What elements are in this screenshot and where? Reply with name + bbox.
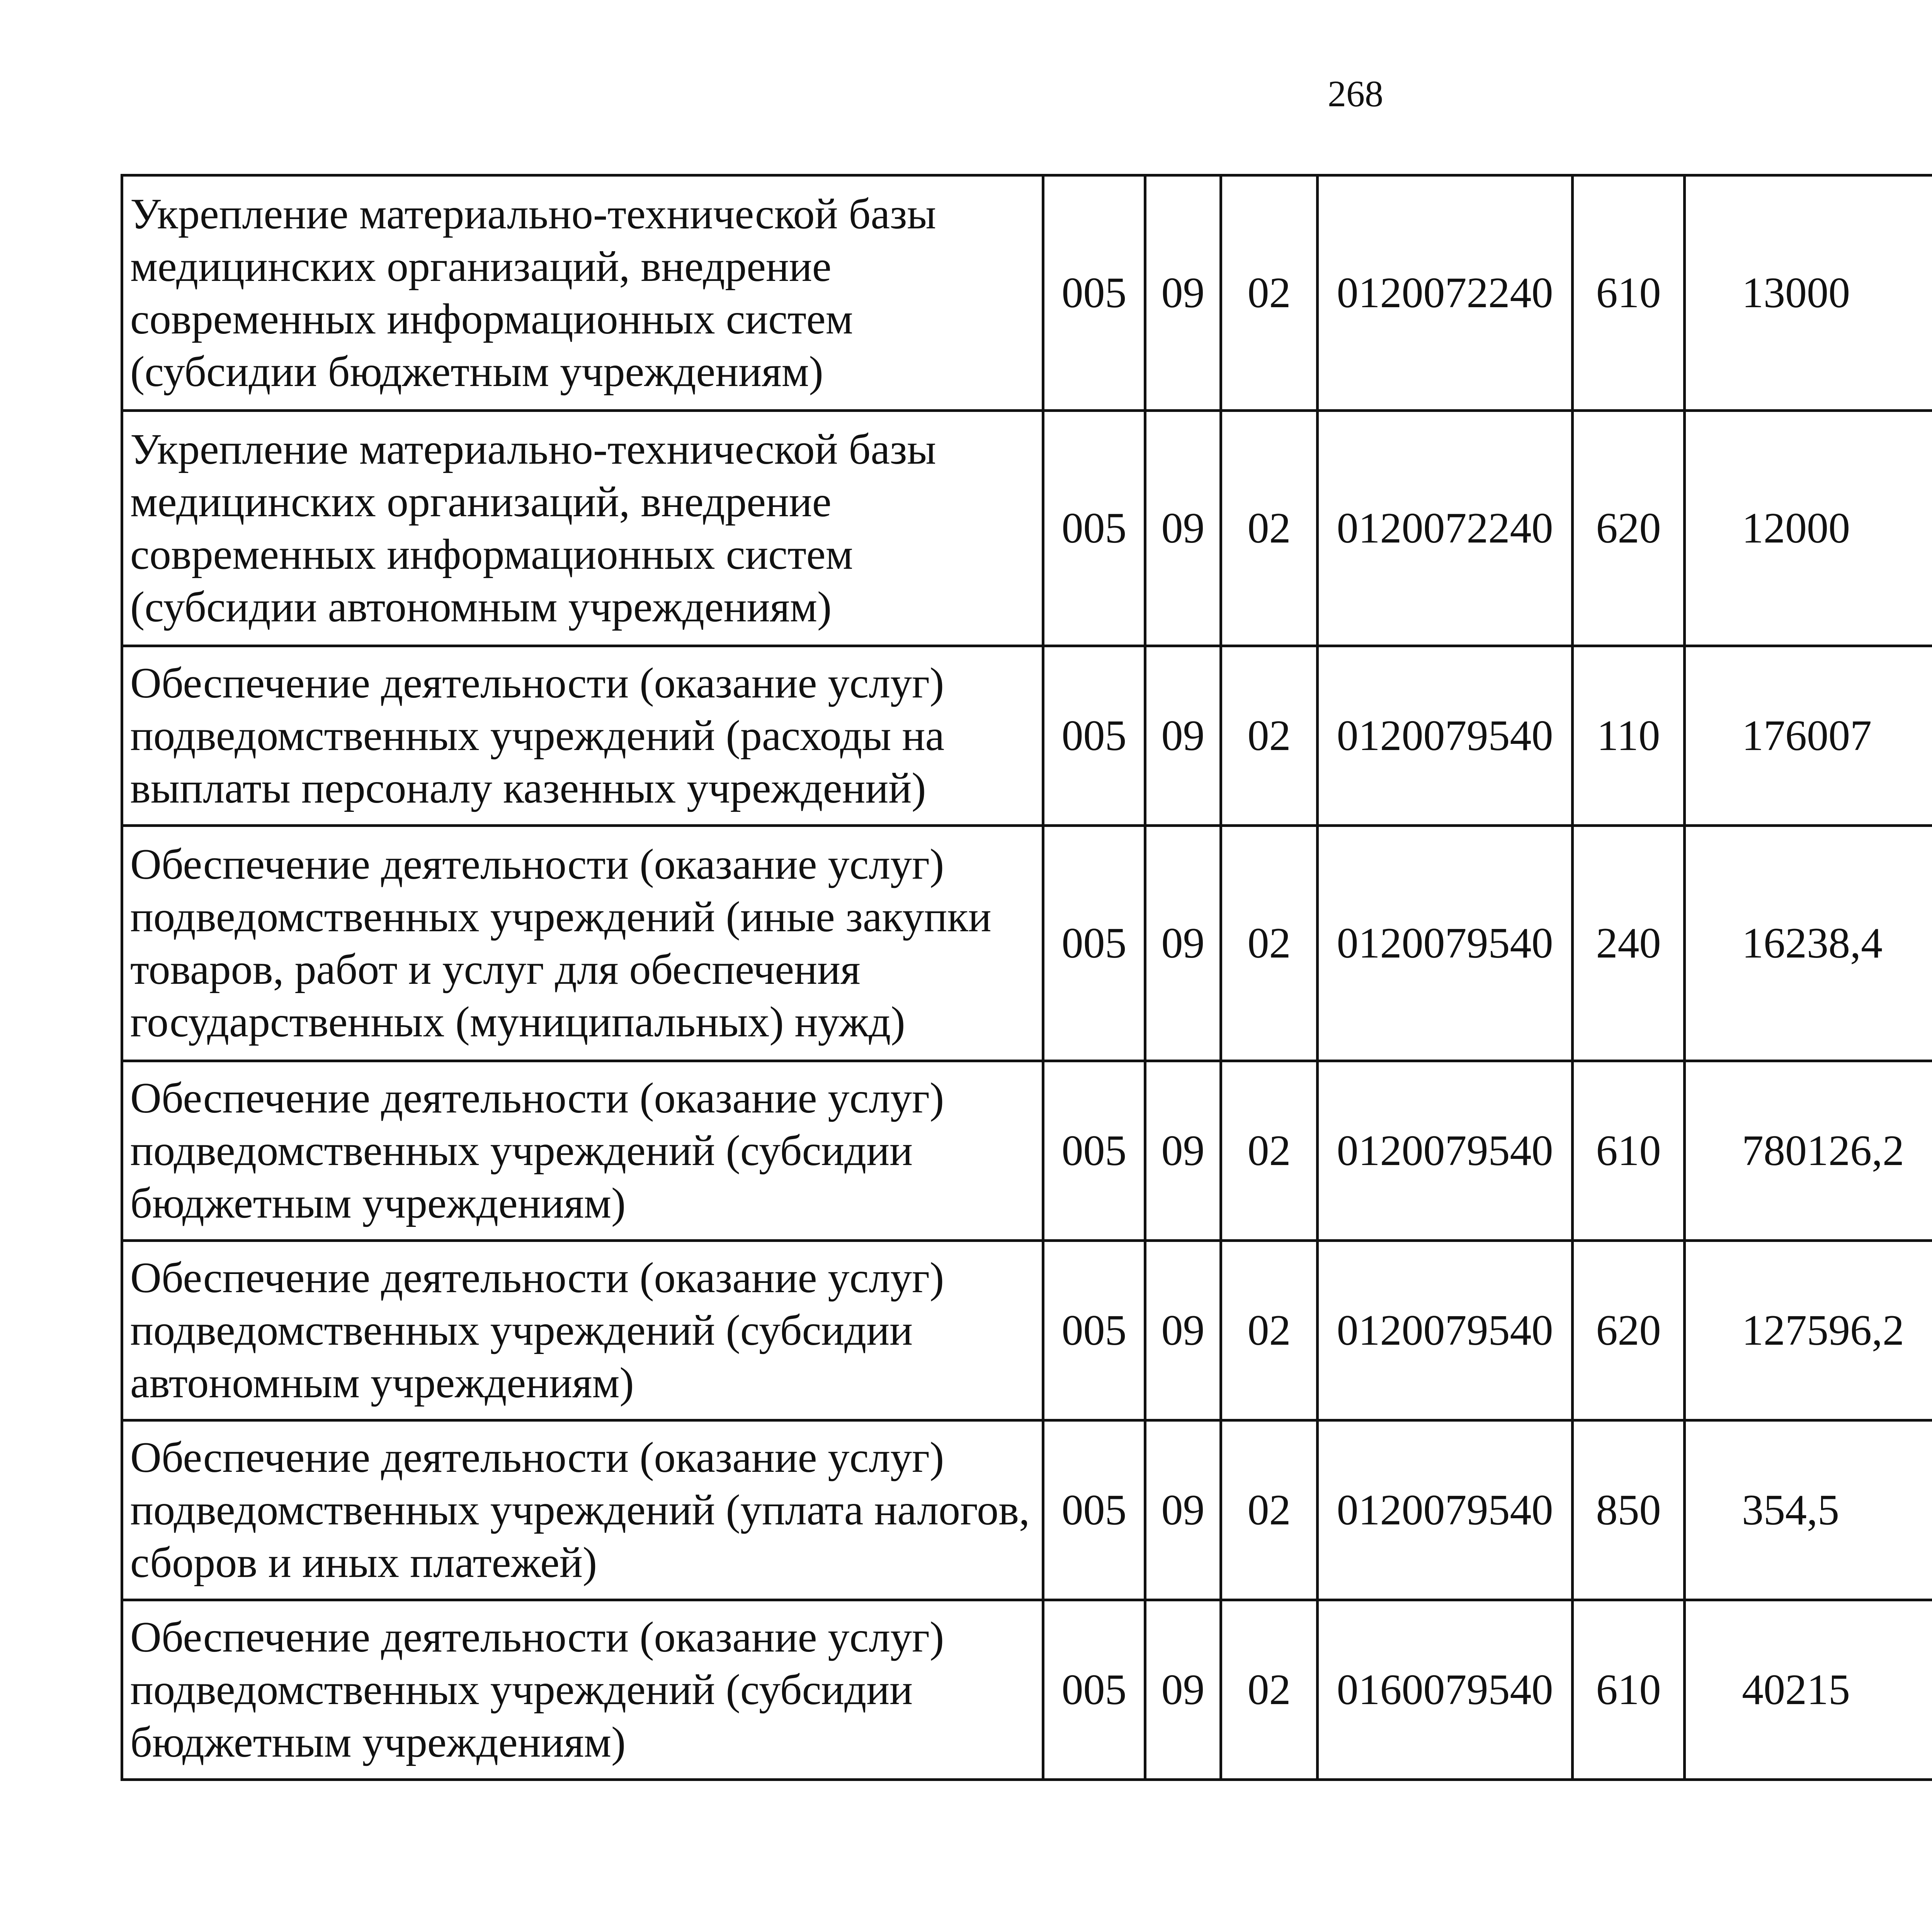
grbs-code: 005 — [1043, 175, 1145, 411]
grbs-code: 005 — [1043, 1241, 1145, 1420]
table-row — [122, 646, 1932, 826]
amount-year-1: 13000 — [1685, 175, 1932, 411]
subsection-code: 02 — [1221, 1420, 1318, 1600]
section-code: 09 — [1145, 411, 1221, 646]
section-code: 09 — [1145, 1420, 1221, 1600]
section-code: 09 — [1145, 826, 1221, 1061]
grbs-code: 005 — [1043, 411, 1145, 646]
target-article-code: 0120079540 — [1318, 1061, 1573, 1241]
row-description: Укрепление материально-технической базы медицинских организаций, внедрение современных информационных систем (субсидии автономным учреждениям) — [122, 411, 1043, 646]
table-row — [122, 1420, 1932, 1600]
table-row — [122, 1600, 1932, 1780]
section-code: 09 — [1145, 646, 1221, 826]
amount-year-1: 354,5 — [1685, 1420, 1932, 1600]
row-description: Укрепление материально-технической базы медицинских организаций, внедрение современных информационных систем (субсидии бюджетным учреждениям) — [122, 175, 1043, 411]
subsection-code: 02 — [1221, 646, 1318, 826]
row-description: Обеспечение деятельности (оказание услуг) подведомственных учреждений (расходы на выплаты персоналу казенных учреждений) — [122, 646, 1043, 826]
target-article-code: 0160079540 — [1318, 1600, 1573, 1780]
row-description: Обеспечение деятельности (оказание услуг) подведомственных учреждений (иные закупки товаров, работ и услуг для обеспечения государственных (муниципальных) нужд) — [122, 826, 1043, 1061]
expense-type-code: 620 — [1573, 1241, 1685, 1420]
target-article-code: 0120079540 — [1318, 1241, 1573, 1420]
grbs-code: 005 — [1043, 1600, 1145, 1780]
expense-type-code: 620 — [1573, 411, 1685, 646]
amount-year-1: 176007 — [1685, 646, 1932, 826]
grbs-code: 005 — [1043, 1420, 1145, 1600]
budget-table — [121, 174, 1932, 1781]
row-description: Обеспечение деятельности (оказание услуг) подведомственных учреждений (уплата налогов, сборов и иных платежей) — [122, 1420, 1043, 1600]
row-description: Обеспечение деятельности (оказание услуг) подведомственных учреждений (субсидии бюджетным учреждениям) — [122, 1600, 1043, 1780]
table-row — [122, 1061, 1932, 1241]
section-code: 09 — [1145, 175, 1221, 411]
page-number: 268 — [1328, 73, 1383, 114]
expense-type-code: 850 — [1573, 1420, 1685, 1600]
row-description: Обеспечение деятельности (оказание услуг) подведомственных учреждений (субсидии автономным учреждениям) — [122, 1241, 1043, 1420]
subsection-code: 02 — [1221, 1241, 1318, 1420]
section-code: 09 — [1145, 1061, 1221, 1241]
grbs-code: 005 — [1043, 1061, 1145, 1241]
subsection-code: 02 — [1221, 1600, 1318, 1780]
amount-year-1: 780126,2 — [1685, 1061, 1932, 1241]
section-code: 09 — [1145, 1241, 1221, 1420]
expense-type-code: 610 — [1573, 1061, 1685, 1241]
grbs-code: 005 — [1043, 646, 1145, 826]
grbs-code: 005 — [1043, 826, 1145, 1061]
amount-year-1: 127596,2 — [1685, 1241, 1932, 1420]
subsection-code: 02 — [1221, 175, 1318, 411]
amount-year-1: 40215 — [1685, 1600, 1932, 1780]
target-article-code: 0120072240 — [1318, 411, 1573, 646]
expense-type-code: 610 — [1573, 1600, 1685, 1780]
expense-type-code: 610 — [1573, 175, 1685, 411]
target-article-code: 0120072240 — [1318, 175, 1573, 411]
section-code: 09 — [1145, 1600, 1221, 1780]
target-article-code: 0120079540 — [1318, 646, 1573, 826]
expense-type-code: 240 — [1573, 826, 1685, 1061]
table-row — [122, 1241, 1932, 1420]
amount-year-1: 16238,4 — [1685, 826, 1932, 1061]
target-article-code: 0120079540 — [1318, 826, 1573, 1061]
table-row — [122, 826, 1932, 1061]
subsection-code: 02 — [1221, 826, 1318, 1061]
expense-type-code: 110 — [1573, 646, 1685, 826]
amount-year-1: 12000 — [1685, 411, 1932, 646]
row-description: Обеспечение деятельности (оказание услуг) подведомственных учреждений (субсидии бюджетным учреждениям) — [122, 1061, 1043, 1241]
table-row — [122, 411, 1932, 646]
subsection-code: 02 — [1221, 411, 1318, 646]
subsection-code: 02 — [1221, 1061, 1318, 1241]
target-article-code: 0120079540 — [1318, 1420, 1573, 1600]
table-row — [122, 175, 1932, 411]
